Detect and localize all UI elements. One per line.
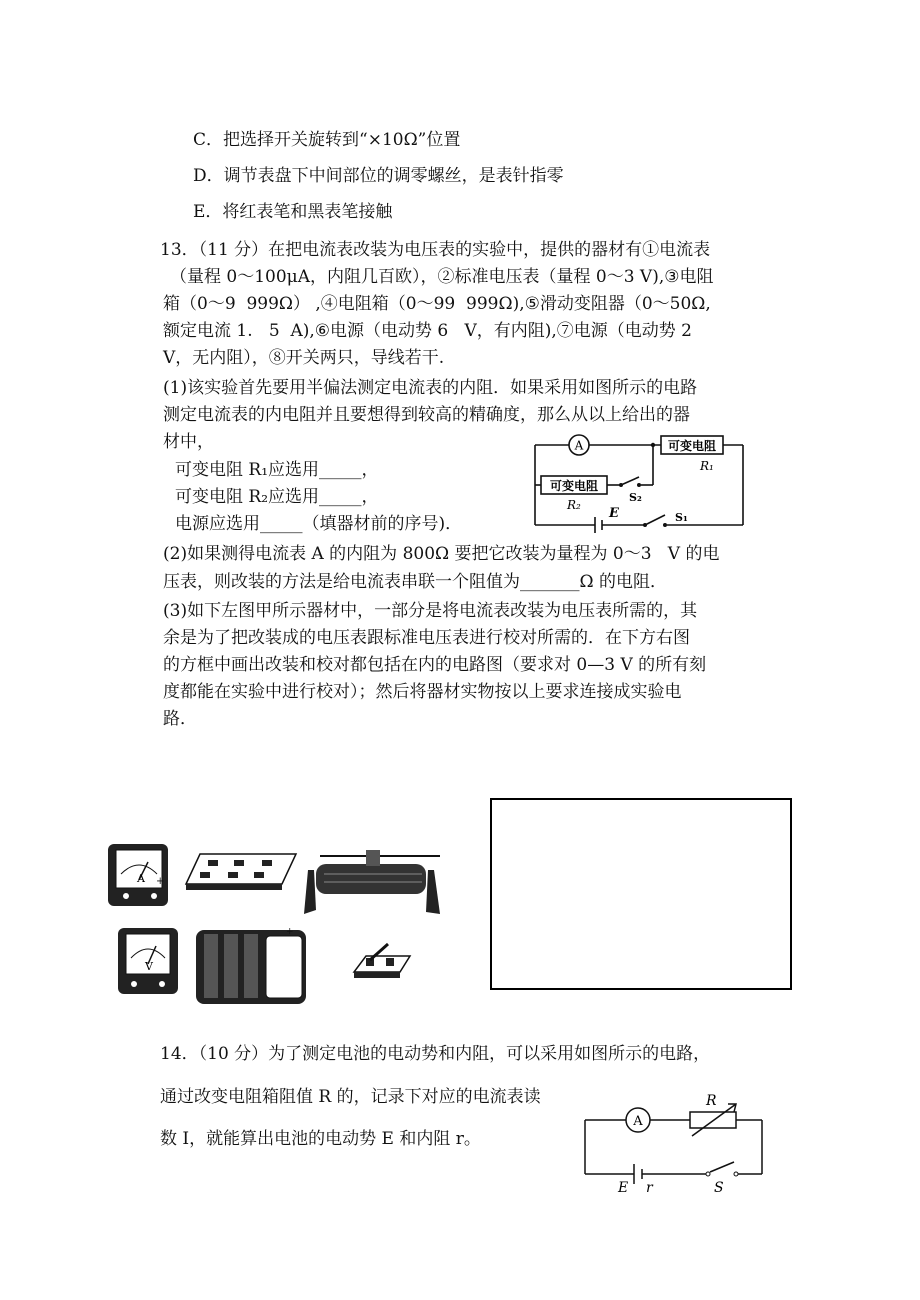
battery-pack — [196, 927, 306, 1004]
ammeter-symbol: A — [137, 872, 145, 885]
circuit1-s2-label: S₂ — [629, 491, 642, 504]
option-e: E．将红表笔和黑表笔接触 — [193, 202, 393, 222]
circuit1-s1-label: S₁ — [675, 511, 688, 524]
ammeter-apparatus — [108, 844, 168, 906]
half-deflection-circuit-diagram — [525, 433, 760, 533]
q13-part3-line-2: 余是为了把改装成的电压表跟标准电压表进行校对所需的．在下方右图 — [163, 628, 690, 648]
q13-part2-line-2: 压表，则改装的方法是给电流表串联一个阻值为_______Ω 的电阻． — [163, 572, 667, 592]
q13-part3-line-3: 的方框中画出改装和校对都包括在内的电路图（要求对 0—3 V 的所有刻 — [163, 655, 707, 675]
knife-switch — [354, 944, 410, 978]
q13-source-blank: 电源应选用_____（填器材前的序号)． — [175, 514, 463, 534]
q13-part1-line-2: 测定电流表的内电阻并且要想得到较高的精确度，那么从以上给出的器 — [163, 405, 690, 425]
q13-part3-line-4: 度都能在实验中进行校对）；然后将器材实物按以上要求连接成实验电 — [163, 682, 682, 702]
circuit1-ammeter-label: A — [574, 438, 584, 453]
svg-text:+: + — [286, 927, 294, 937]
circuit2-s-label: S — [714, 1180, 724, 1196]
q13-part3-line-5: 路． — [163, 709, 197, 729]
circuit1-r2-box-label: 可变电阻 — [549, 479, 599, 493]
option-c: C．把选择开关旋转到“×10Ω”位置 — [193, 130, 461, 150]
q13-part1-line-1: (1)该实验首先要用半偏法测定电流表的内阻．如果采用如图所示的电路 — [163, 378, 698, 398]
circuit1-r2-label: R₂ — [567, 498, 581, 512]
resistance-box — [186, 854, 296, 890]
q13-part2-line-1: (2)如果测得电流表 A 的内阻为 800Ω 要把它改装为量程为 0～3 V 的电 — [163, 544, 720, 564]
q14-line-2: 通过改变电阻箱阻值 R 的，记录下对应的电流表读 — [160, 1087, 541, 1107]
circuit2-r-label: R — [706, 1093, 717, 1109]
q13-line-4: 额定电流 1. 5 A),⑥电源（电动势 6 V，有内阻),⑦电源（电动势 2 — [163, 321, 692, 341]
circuit1-r1-label: R₁ — [700, 459, 714, 473]
circuit1-e-label: E — [609, 506, 619, 521]
circuit-drawing-box[interactable] — [490, 798, 792, 990]
q13-part1-line-3: 材中， — [163, 432, 214, 452]
option-d: D．调节表盘下中间部位的调零螺丝，是表针指零 — [193, 166, 564, 186]
q13-r2-blank: 可变电阻 R₂应选用_____， — [175, 487, 379, 507]
q14-line-1: 14．（10 分）为了测定电池的电动势和内阻，可以采用如图所示的电路， — [160, 1044, 711, 1064]
q13-line-5: V，无内阻），⑧开关两只，导线若干. — [163, 348, 445, 368]
q13-r1-blank: 可变电阻 R₁应选用_____， — [175, 460, 379, 480]
emf-measurement-circuit — [580, 1092, 770, 1197]
q13-line-2: （量程 0～100μA，内阻几百欧），②标准电压表（量程 0～3 V),③电阻 — [170, 267, 714, 287]
circuit2-e-label: E — [618, 1180, 629, 1196]
svg-text:+: + — [156, 876, 165, 887]
circuit1-r1-box-label: 可变电阻 — [667, 439, 717, 453]
sliding-rheostat — [304, 850, 440, 914]
q13-part3-line-1: (3)如下左图甲所示器材中，一部分是将电流表改装为电压表所需的，其 — [163, 601, 698, 621]
voltmeter-apparatus — [118, 928, 178, 994]
apparatus-illustration — [104, 830, 454, 1010]
q13-line-3: 箱（0～9 999Ω） ,④电阻箱（0～99 999Ω),⑤滑动变阻器（0～50Ω, — [163, 294, 711, 314]
q13-line-1: 13．（11 分）在把电流表改装为电压表的实验中，提供的器材有①电流表 — [160, 240, 711, 260]
voltmeter-symbol: V — [145, 960, 153, 973]
circuit2-r-internal-label: r — [646, 1180, 653, 1196]
q14-line-3: 数 I，就能算出电池的电动势 E 和内阻 r。 — [160, 1129, 481, 1149]
circuit2-ammeter-label: A — [633, 1114, 643, 1129]
